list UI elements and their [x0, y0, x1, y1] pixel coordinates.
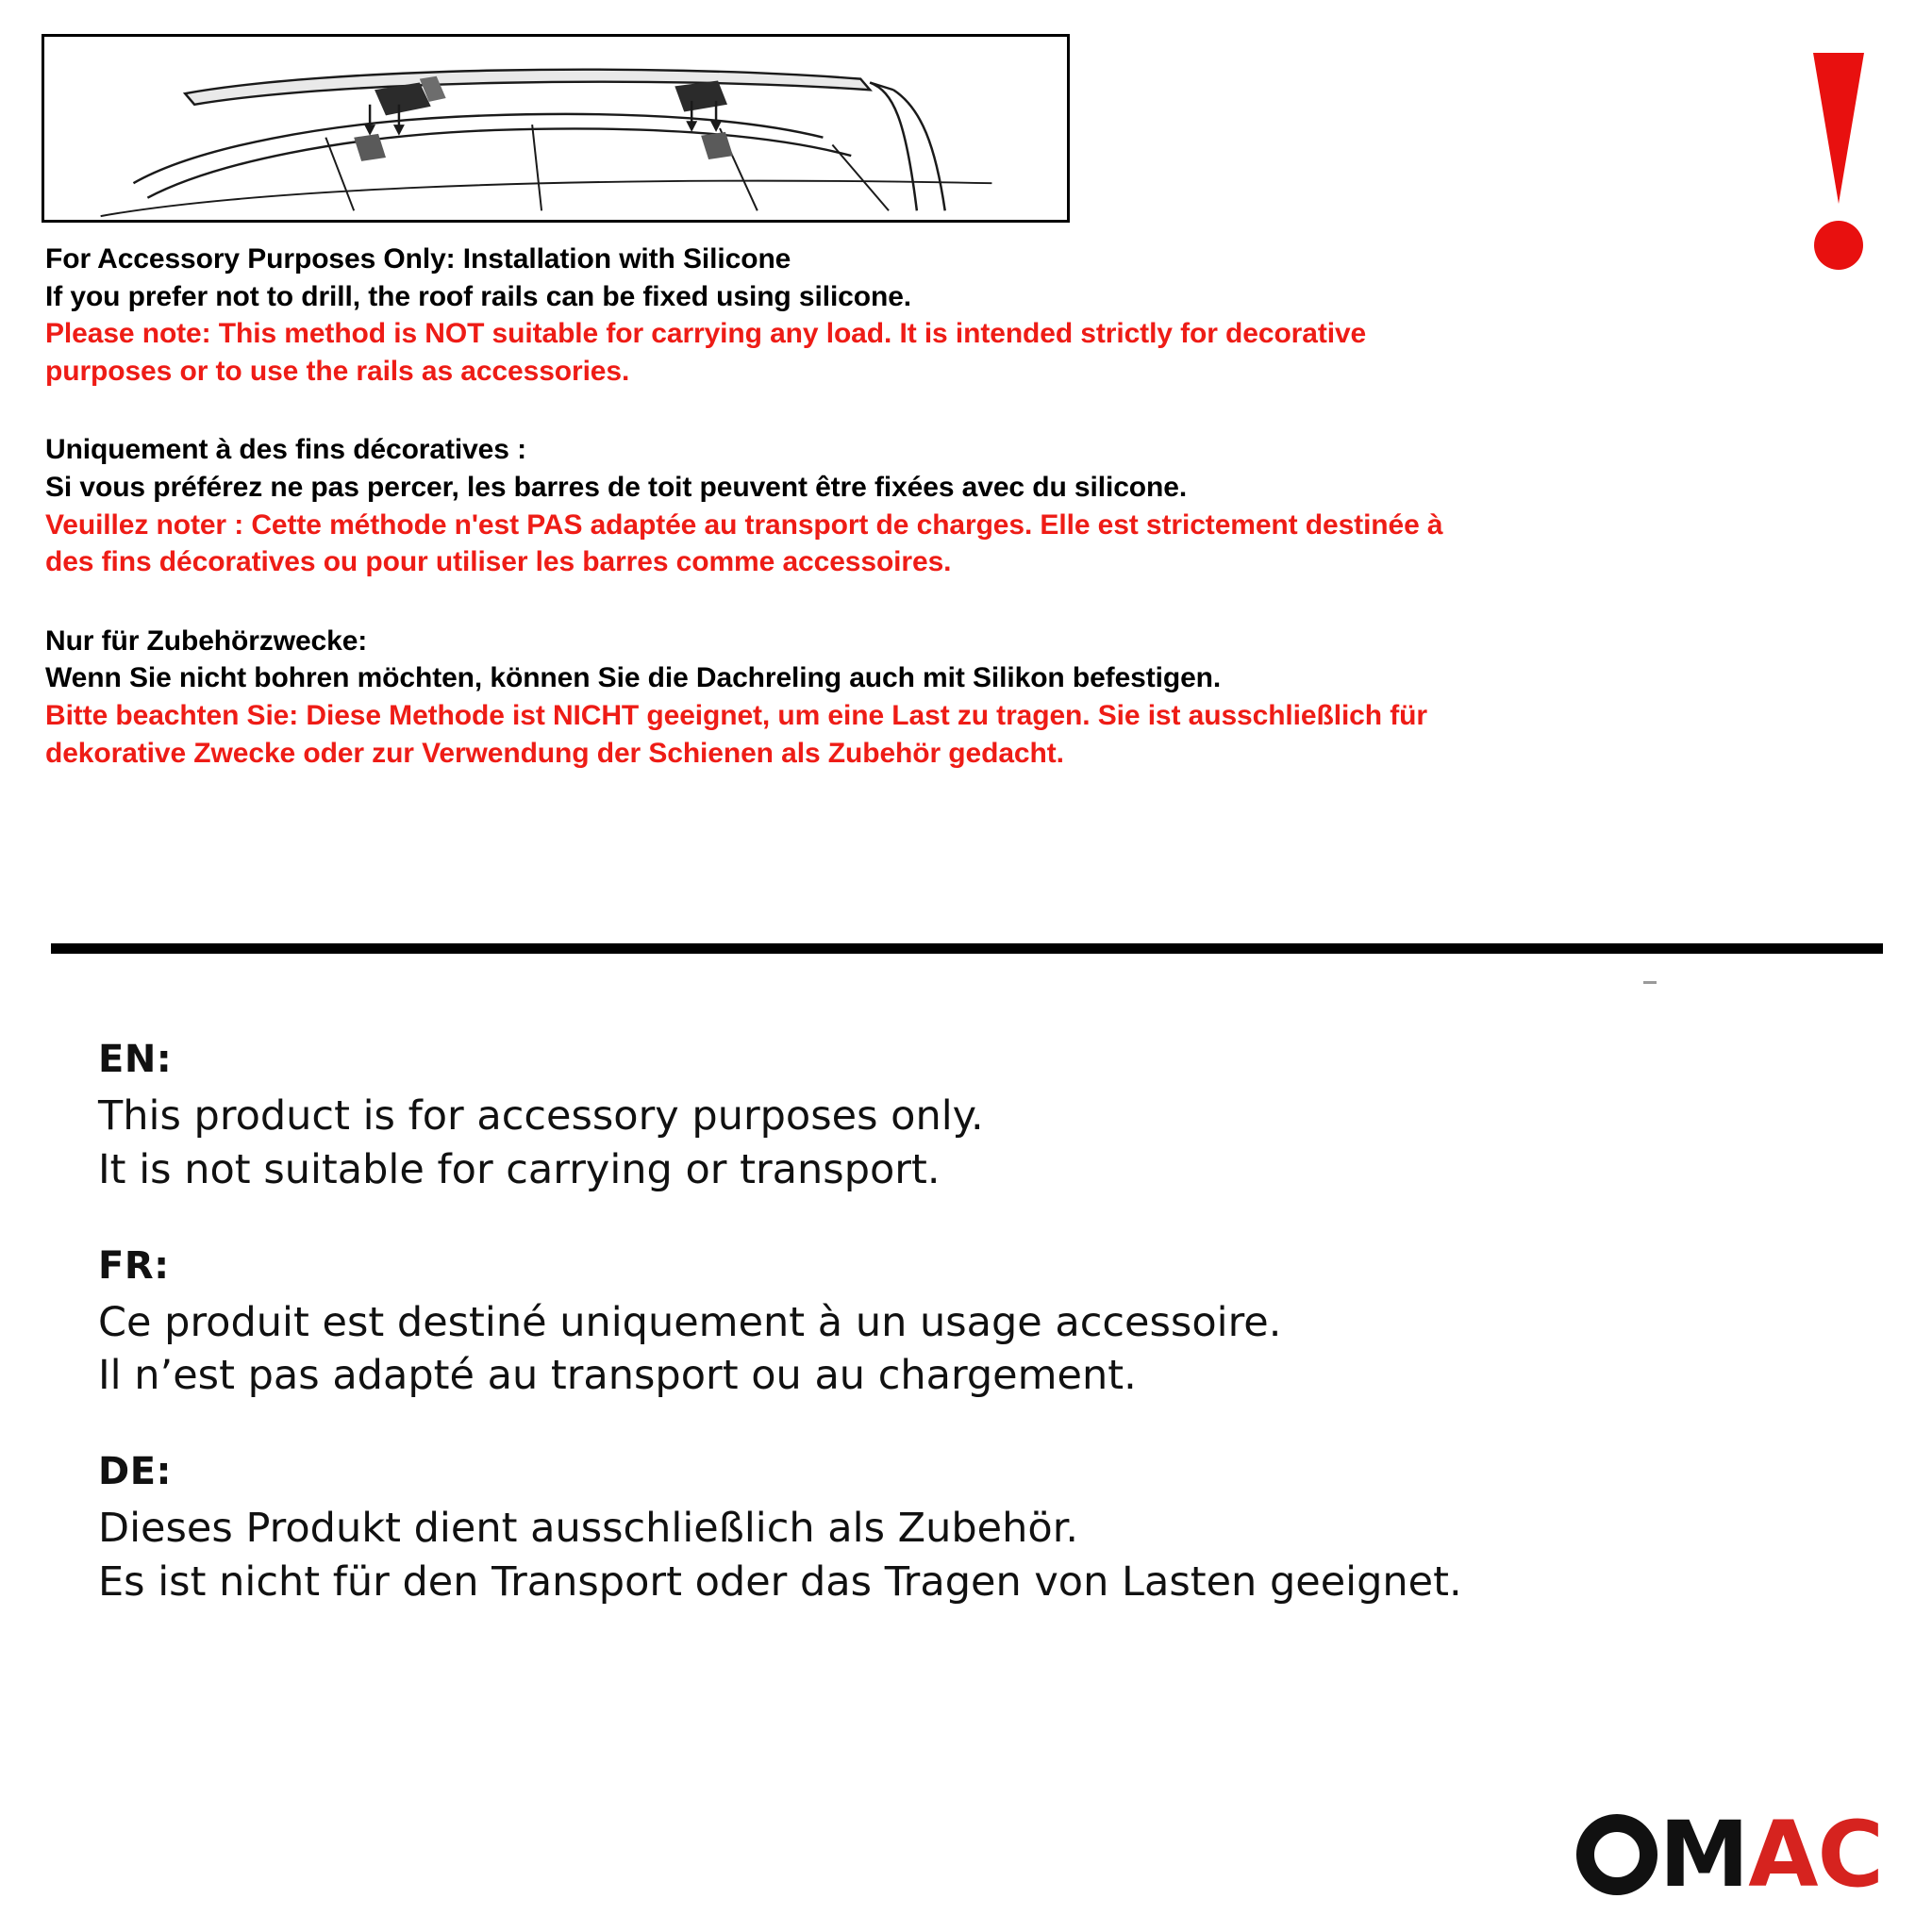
spacer-2	[45, 581, 1838, 623]
section-divider	[51, 943, 1883, 954]
summary-fr-line1: Ce produit est destiné uniquement à un usage accessoire.	[98, 1298, 1282, 1346]
notice-en-heading: For Accessory Purposes Only: Installation with Silicone	[45, 243, 791, 275]
roof-rail-diagram-svg	[44, 37, 1067, 220]
roof-rail-illustration	[42, 34, 1070, 223]
notice-en	[45, 241, 1838, 390]
notice-en-red1: Please note: This method is NOT suitable for carrying any load. It is intended strictly for decorative	[45, 318, 1367, 350]
exclamation-bar	[1813, 53, 1864, 204]
notice-fr	[45, 431, 1838, 580]
notice-fr-red2: des fins décoratives ou pour utiliser les barres comme accessoires.	[45, 546, 952, 578]
notice-en-line2: If you prefer not to drill, the roof rails can be fixed using silicone.	[45, 280, 912, 312]
summary-block	[98, 1038, 1872, 1609]
notice-de-line2: Wenn Sie nicht bohren möchten, können Sie die Dachreling auch mit Silikon befestigen.	[45, 662, 1222, 694]
omac-logo	[1576, 1802, 1883, 1907]
summary-lang-de: DE:	[98, 1450, 173, 1493]
notice-fr-line2: Si vous préférez ne pas percer, les barres de toit peuvent être fixées avec du silicone.	[45, 471, 1188, 503]
summary-en-line1: This product is for accessory purposes only.	[98, 1092, 984, 1140]
logo-text-ac: AC	[1748, 1802, 1883, 1907]
notice-de	[45, 623, 1838, 772]
summary-en-line2: It is not suitable for carrying or transport.	[98, 1145, 941, 1193]
divider-tick-mark	[1643, 981, 1657, 984]
summary-section-fr	[98, 1244, 1872, 1404]
notice-de-red2: dekorative Zwecke oder zur Verwendung der Schienen als Zubehör gedacht.	[45, 737, 1064, 769]
notice-block	[45, 241, 1838, 772]
logo-o-ring	[1576, 1814, 1657, 1895]
logo-text-m: M	[1658, 1802, 1749, 1907]
notice-en-red2: purposes or to use the rails as accessories.	[45, 355, 630, 387]
notice-de-red1: Bitte beachten Sie: Diese Methode ist NICHT geeignet, um eine Last zu tragen. Sie ist ausschließlich für	[45, 699, 1427, 731]
notice-de-heading: Nur für Zubehörzwecke:	[45, 625, 368, 657]
summary-de-line1: Dieses Produkt dient ausschließlich als Zubehör.	[98, 1505, 1079, 1552]
spacer-1	[45, 390, 1838, 431]
logo-o-icon	[1576, 1814, 1657, 1895]
exclamation-mark-icon	[1807, 53, 1874, 260]
summary-section-de	[98, 1450, 1872, 1609]
summary-lang-fr: FR:	[98, 1243, 170, 1288]
summary-de-line2: Es ist nicht für den Transport oder das Tragen von Lasten geeignet.	[98, 1557, 1462, 1606]
notice-fr-heading: Uniquement à des fins décoratives :	[45, 434, 526, 466]
notice-fr-red1: Veuillez noter : Cette méthode n'est PAS adaptée au transport de charges. Elle est strictement destinée à	[45, 508, 1443, 541]
summary-lang-en: EN:	[98, 1038, 173, 1081]
summary-section-en	[98, 1038, 1872, 1197]
summary-fr-line2: Il n’est pas adapté au transport ou au chargement.	[98, 1352, 1137, 1400]
